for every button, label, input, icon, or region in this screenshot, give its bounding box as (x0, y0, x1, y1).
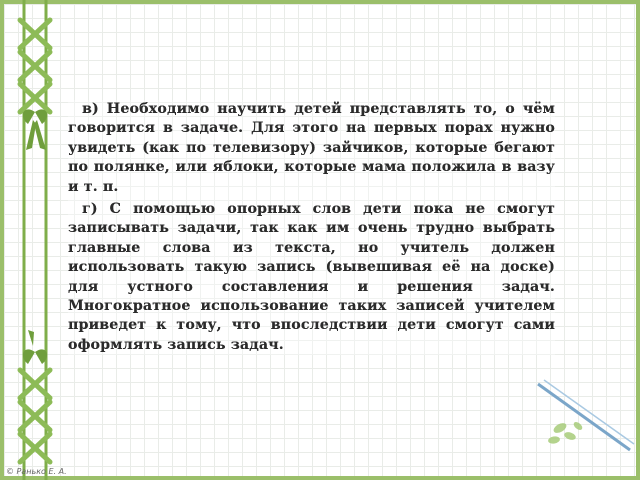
copyright-footer: © Ранько Е. А. (6, 467, 67, 476)
pencil-icon (530, 370, 640, 470)
pencil-leaves-decoration (530, 370, 640, 470)
slide-text-block (68, 100, 555, 355)
ribbon-icon (6, 0, 62, 480)
paragraph-v: в) Необходимо научить детей представлять то, о чём говорится в задаче. Для этого на первых порах нужно увидеть (как по телевизору) зайчиков, которые бегают по полянке, или яблоки, которые мама положила в вазу и т. п. (68, 101, 555, 195)
green-ribbon-decoration (6, 0, 62, 480)
paragraph-g: г) С помощью опорных слов дети пока не смогут записывать задачи, так как им очень трудно выбрать главные слова из текста, но учитель должен использовать такую запись (вывешивая её на доске) для устного составления и решения задач. Многократное использование таких записей учителем приведет к тому, что впоследствии дети смогут сами оформлять запись задач. (68, 201, 555, 353)
